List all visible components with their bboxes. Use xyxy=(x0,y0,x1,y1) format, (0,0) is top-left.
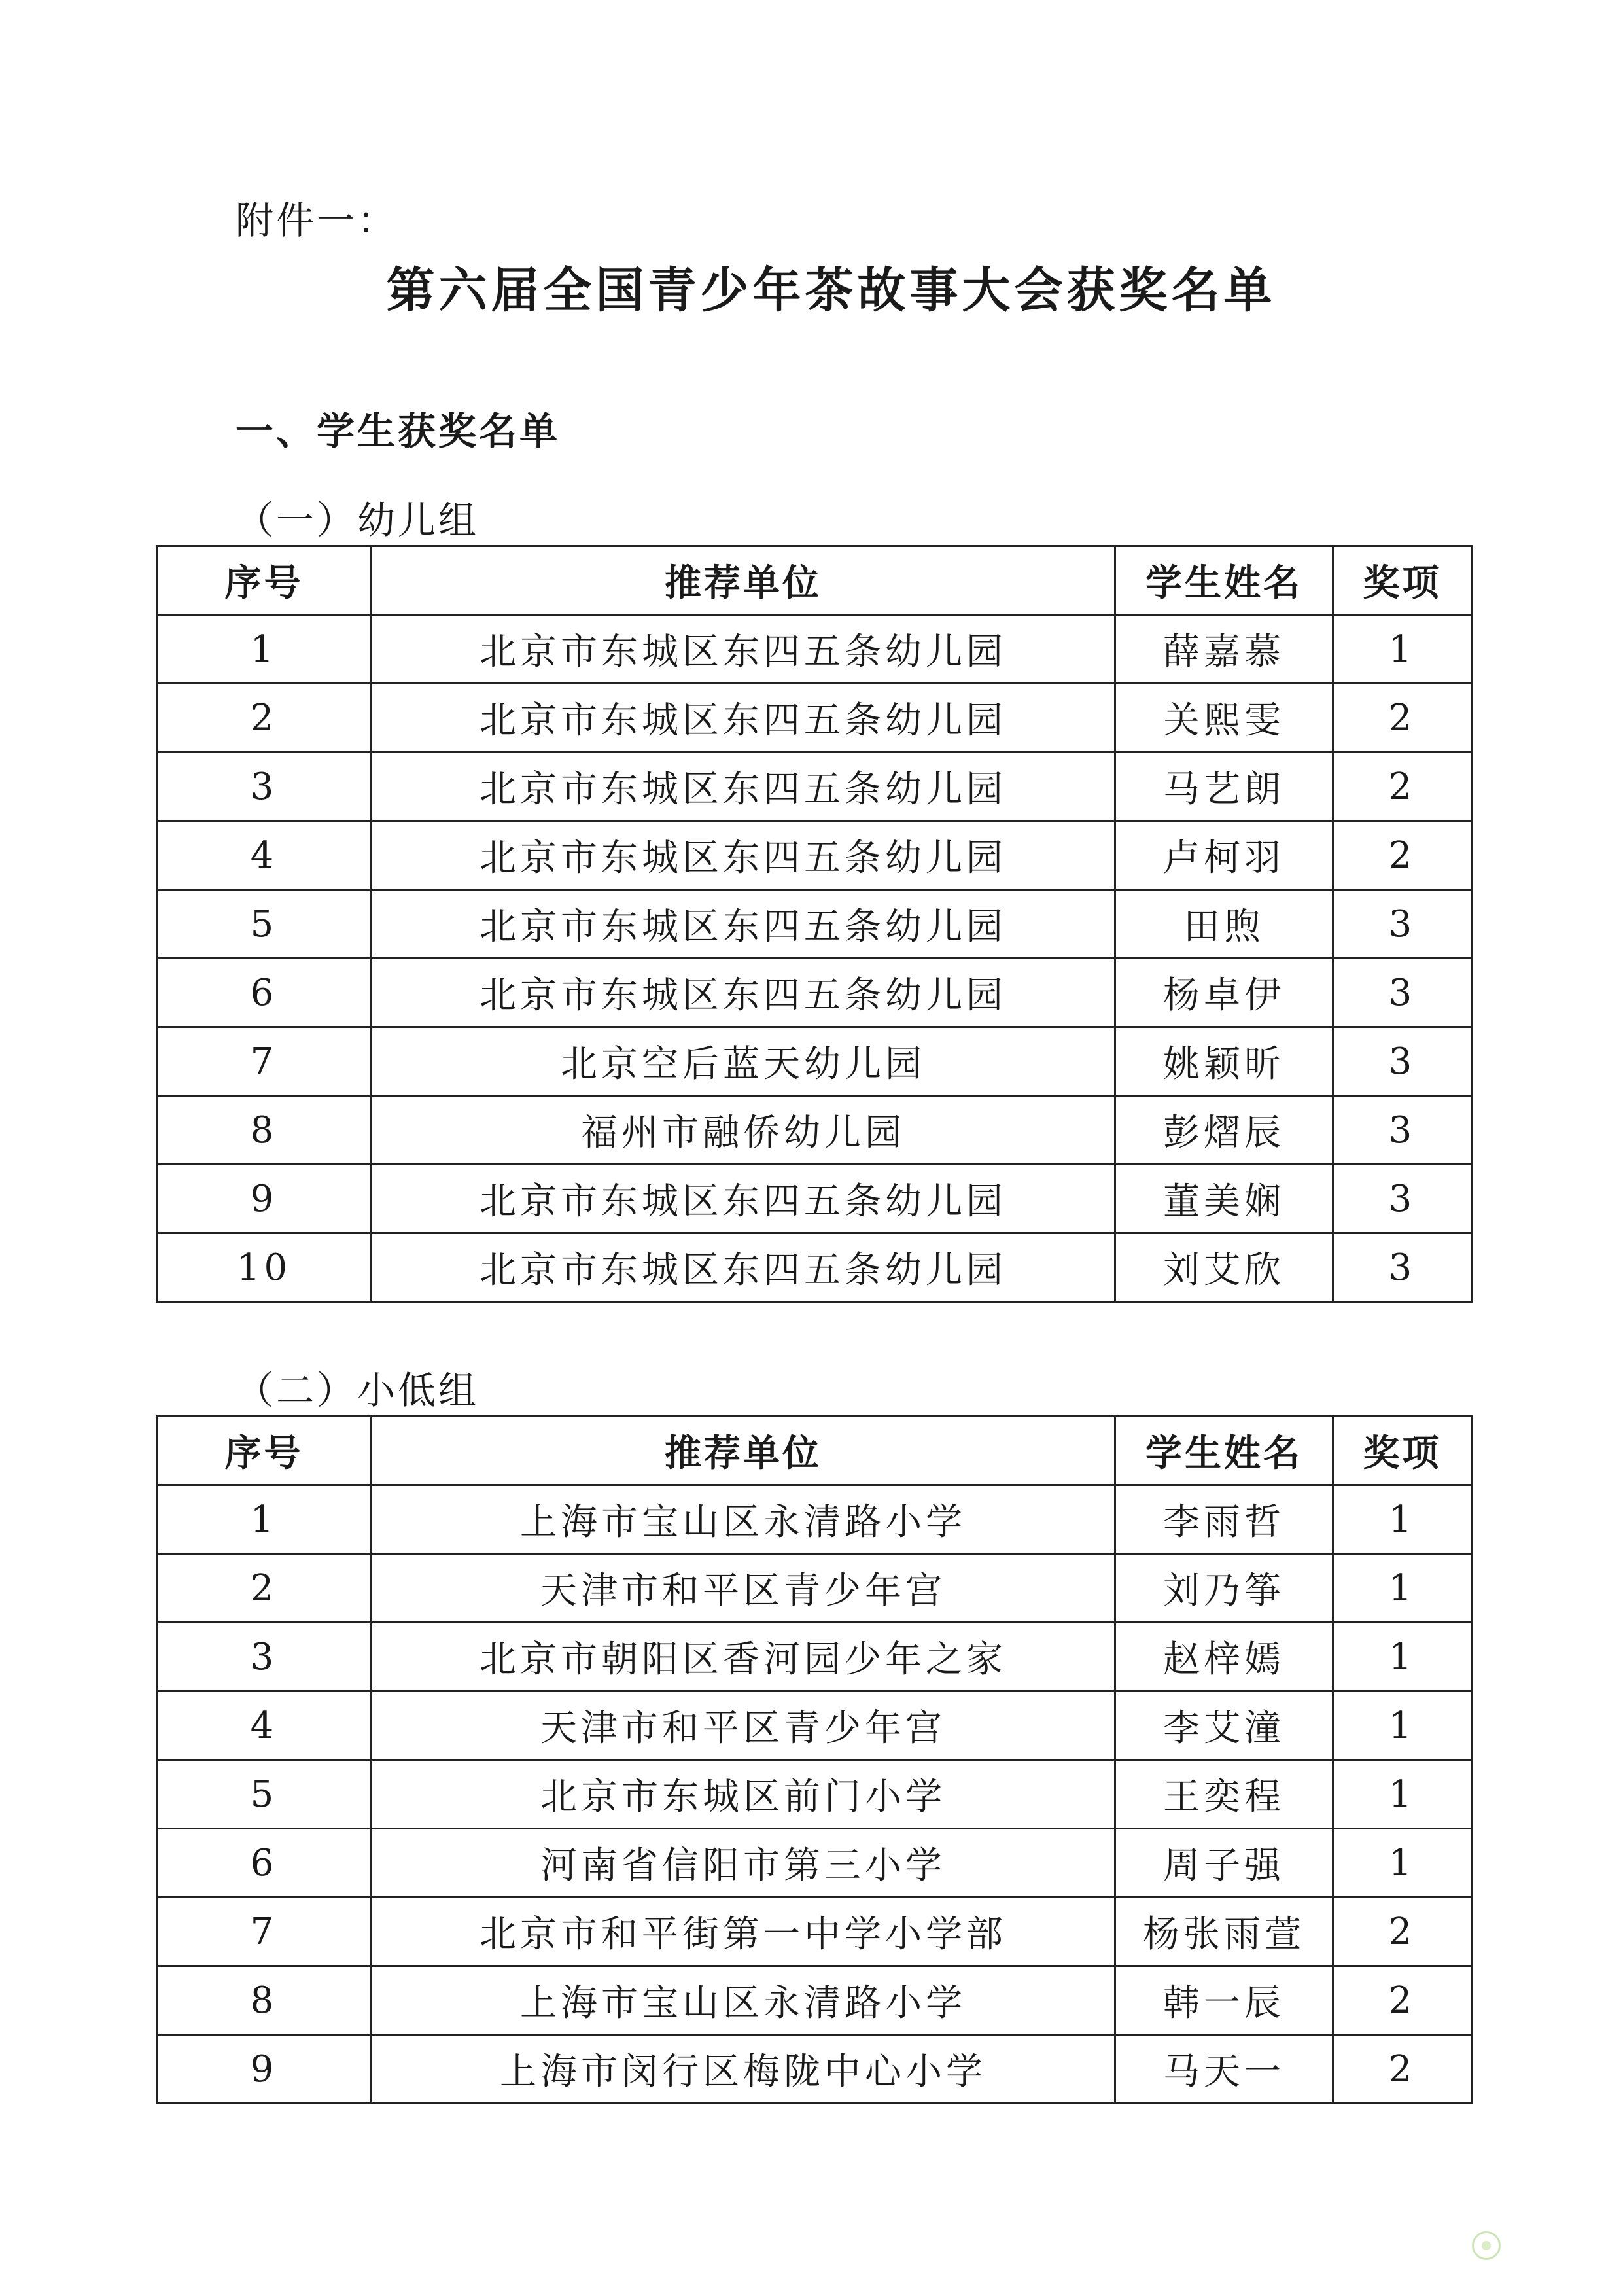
cell-unit: 北京空后蓝天幼儿园 xyxy=(372,1027,1115,1096)
cell-index: 2 xyxy=(157,1554,372,1623)
cell-unit: 北京市东城区东四五条幼儿园 xyxy=(372,615,1115,684)
cell-award: 2 xyxy=(1333,684,1472,752)
table-row xyxy=(157,1233,1472,1302)
cell-student: 姚颖昕 xyxy=(1115,1027,1333,1096)
cell-student: 杨张雨萱 xyxy=(1115,1898,1333,1966)
cell-student: 董美娴 xyxy=(1115,1165,1333,1233)
cell-award: 2 xyxy=(1333,752,1472,821)
cell-index: 9 xyxy=(157,1165,372,1233)
cell-unit: 北京市东城区东四五条幼儿园 xyxy=(372,890,1115,959)
cell-index: 8 xyxy=(157,1096,372,1165)
cell-index: 1 xyxy=(157,615,372,684)
cell-unit: 北京市东城区东四五条幼儿园 xyxy=(372,959,1115,1027)
table-header-row xyxy=(157,546,1472,615)
table-row xyxy=(157,890,1472,959)
cell-index: 3 xyxy=(157,1623,372,1691)
cell-student: 马天一 xyxy=(1115,2035,1333,2104)
table-row xyxy=(157,1691,1472,1760)
cell-student: 周子强 xyxy=(1115,1829,1333,1898)
cell-student: 田煦 xyxy=(1115,890,1333,959)
cell-unit: 上海市宝山区永清路小学 xyxy=(372,1966,1115,2035)
cell-unit: 北京市东城区前门小学 xyxy=(372,1760,1115,1829)
table-row xyxy=(157,2035,1472,2104)
cell-award: 1 xyxy=(1333,1554,1472,1623)
table-row xyxy=(157,1096,1472,1165)
section-heading: 一、学生获奖名单 xyxy=(236,409,561,453)
cell-award: 1 xyxy=(1333,615,1472,684)
group-label-kindergarten: （一）幼儿组 xyxy=(236,498,480,542)
cell-student: 赵梓嫣 xyxy=(1115,1623,1333,1691)
cell-unit: 天津市和平区青少年宫 xyxy=(372,1691,1115,1760)
header-student: 学生姓名 xyxy=(1115,546,1333,615)
table-row xyxy=(157,1554,1472,1623)
cell-index: 4 xyxy=(157,1691,372,1760)
cell-index: 6 xyxy=(157,1829,372,1898)
cell-award: 2 xyxy=(1333,821,1472,890)
cell-index: 1 xyxy=(157,1485,372,1554)
table-row xyxy=(157,1165,1472,1233)
cell-award: 3 xyxy=(1333,1165,1472,1233)
cell-unit: 上海市闵行区梅陇中心小学 xyxy=(372,2035,1115,2104)
header-index: 序号 xyxy=(157,1417,372,1485)
cell-student: 刘乃筝 xyxy=(1115,1554,1333,1623)
cell-award: 2 xyxy=(1333,1966,1472,2035)
cell-index: 2 xyxy=(157,684,372,752)
cell-index: 5 xyxy=(157,890,372,959)
cell-award: 1 xyxy=(1333,1691,1472,1760)
cell-unit: 上海市宝山区永清路小学 xyxy=(372,1485,1115,1554)
table-row xyxy=(157,752,1472,821)
cell-index: 4 xyxy=(157,821,372,890)
cell-award: 3 xyxy=(1333,1233,1472,1302)
cell-award: 2 xyxy=(1333,2035,1472,2104)
cell-unit: 北京市朝阳区香河园少年之家 xyxy=(372,1623,1115,1691)
cell-unit: 北京市东城区东四五条幼儿园 xyxy=(372,1165,1115,1233)
cell-unit: 福州市融侨幼儿园 xyxy=(372,1096,1115,1165)
cell-index: 3 xyxy=(157,752,372,821)
table-row xyxy=(157,684,1472,752)
table-row xyxy=(157,1485,1472,1554)
cell-index: 5 xyxy=(157,1760,372,1829)
group-label-lower-primary: （二）小低组 xyxy=(236,1368,480,1413)
header-award: 奖项 xyxy=(1333,1417,1472,1485)
cell-student: 马艺朗 xyxy=(1115,752,1333,821)
awards-table-lower-primary xyxy=(156,1415,1473,2104)
header-student: 学生姓名 xyxy=(1115,1417,1333,1485)
cell-student: 刘艾欣 xyxy=(1115,1233,1333,1302)
cell-index: 8 xyxy=(157,1966,372,2035)
cell-unit: 北京市东城区东四五条幼儿园 xyxy=(372,684,1115,752)
cell-award: 1 xyxy=(1333,1829,1472,1898)
cell-award: 3 xyxy=(1333,890,1472,959)
cell-student: 李艾潼 xyxy=(1115,1691,1333,1760)
table-row xyxy=(157,959,1472,1027)
cell-student: 杨卓伊 xyxy=(1115,959,1333,1027)
cell-award: 3 xyxy=(1333,959,1472,1027)
cell-index: 9 xyxy=(157,2035,372,2104)
cell-unit: 北京市东城区东四五条幼儿园 xyxy=(372,1233,1115,1302)
cell-student: 彭熠辰 xyxy=(1115,1096,1333,1165)
cell-student: 韩一辰 xyxy=(1115,1966,1333,2035)
cell-unit: 北京市东城区东四五条幼儿园 xyxy=(372,821,1115,890)
cell-award: 2 xyxy=(1333,1898,1472,1966)
cell-award: 1 xyxy=(1333,1623,1472,1691)
header-unit: 推荐单位 xyxy=(372,546,1115,615)
cell-award: 1 xyxy=(1333,1760,1472,1829)
cell-unit: 天津市和平区青少年宫 xyxy=(372,1554,1115,1623)
cell-student: 关熙雯 xyxy=(1115,684,1333,752)
cell-index: 6 xyxy=(157,959,372,1027)
table-row xyxy=(157,1027,1472,1096)
cell-student: 卢柯羽 xyxy=(1115,821,1333,890)
table-header-row xyxy=(157,1417,1472,1485)
cell-student: 王奕程 xyxy=(1115,1760,1333,1829)
table-row xyxy=(157,1898,1472,1966)
cell-unit: 北京市东城区东四五条幼儿园 xyxy=(372,752,1115,821)
cell-student: 李雨哲 xyxy=(1115,1485,1333,1554)
cell-unit: 北京市和平街第一中学小学部 xyxy=(372,1898,1115,1966)
document-title: 第六届全国青少年茶故事大会获奖名单 xyxy=(386,262,1276,319)
cell-unit: 河南省信阳市第三小学 xyxy=(372,1829,1115,1898)
header-unit: 推荐单位 xyxy=(372,1417,1115,1485)
cell-award: 3 xyxy=(1333,1027,1472,1096)
cell-index: 7 xyxy=(157,1898,372,1966)
table-row xyxy=(157,821,1472,890)
header-award: 奖项 xyxy=(1333,546,1472,615)
cell-award: 1 xyxy=(1333,1485,1472,1554)
table-row xyxy=(157,1760,1472,1829)
table-row xyxy=(157,615,1472,684)
cell-award: 3 xyxy=(1333,1096,1472,1165)
table-row xyxy=(157,1966,1472,2035)
cell-student: 薛嘉慕 xyxy=(1115,615,1333,684)
awards-table-kindergarten xyxy=(156,545,1473,1303)
attachment-label: 附件一： xyxy=(236,198,398,243)
cell-index: 10 xyxy=(157,1233,372,1302)
watermark-logo-icon xyxy=(1472,2231,1501,2260)
table-row xyxy=(157,1623,1472,1691)
cell-index: 7 xyxy=(157,1027,372,1096)
table-row xyxy=(157,1829,1472,1898)
header-index: 序号 xyxy=(157,546,372,615)
